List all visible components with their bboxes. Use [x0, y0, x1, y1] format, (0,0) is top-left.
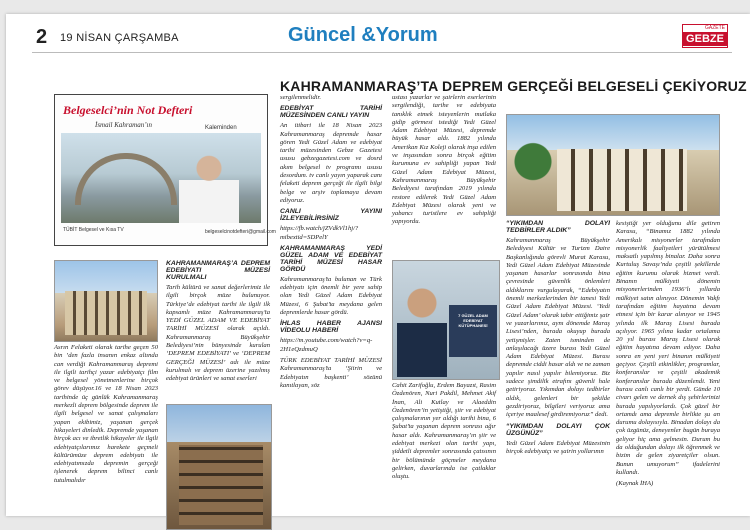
text-column-5: [392, 382, 496, 514]
paragraph: Yedi Güzel Adam Edebiyat Müzesinin birçok edebiyatçı ve şairin yollarının: [506, 439, 610, 455]
banner-title: Belgeselci’nin Not Defteri: [63, 103, 193, 117]
text-column-2: [166, 260, 270, 400]
paragraph: kesiştiği yer olduğunu dile getiren Karasu, “Binamız 1882 yılında Amerikalı misyonerler tarafından misyonerlik faaliyetleri yürütülmesi maksatlı yapılmış binalar. Daha sonra Kurtuluş Savaşı’nda çeşitli şekillerde eğitim kurumu olarak hizmet verdi. Binanın mülkiyeti dönemin misyonerlerinden 1936’lı yıllarda mülkiyet satın alınıyor. Dönemin Vakfı tarafından eğitim hayatına devam etmesi için bir karar alınıyor ve 1945 yılında ilk Maraş Lisesi burada açılıyor. 1965 yılına kadar ortalama 20 yıl burası Maraş Lisesi olarak eğitim hayatına devam ediyor. Daha sonra en yeni yeri binanın mülkiyeti geçiyor. Çeşitli etkinlikler, programlar, konferanslar ve çeşitli akademik konferanslar burada düzenlendi. Yeni burası canlı canlı bir yerdi. Günde 10 civarı gelen ve dernek dış şehirlerinizi burada yapılıyorlardı. Çok güzel bir ortamdı ama depremle birlikte şu an durumu dolayısıyla. Binadan dolayı da çok üzgünüz, deneyenler bugün buraya geliyor hiç ama gelmesin. Durum bu da olduğundan dolayı ilk öğrenmek ve bizim de gelen ziyaretçiler olsun. Bunun umuyorum” ifadelerini kullandı.: [616, 220, 720, 476]
paragraph: Kahramanmaraş’ta bulunan ve Türk edebiyatı için önemli bir yere sahip olan Yedi Güzel Adam Edebiyat Müzesi, 6 Şubat’ta meydana gelen depremlerde hasar gördü.: [280, 275, 382, 317]
banner-footer-email: belgeselcinotdefteri@gmail.com: [205, 229, 276, 235]
museum-sign: 7 GÜZEL ADAM EDEBİYAT KÜTÜPHANESİ: [449, 305, 497, 357]
paragraph: sergilenmelidir.: [280, 94, 321, 101]
link-text[interactable]: https://fb.watch/jZVdkVl1hj/?mibextid=SDPelY: [280, 225, 359, 241]
page-header: [6, 14, 750, 52]
subheading: İHLAS HABER AJANSI VİDEOLU HABERİ: [280, 320, 382, 335]
banner-subtitle: İsmail Kahraman’ın: [95, 121, 152, 129]
paragraph: An itibari ile 18 Nisan 2023 Kahramanmaraş depremde hasar gören Yedi Güzel Adam ve edebiyat tarihi müzesinden Gebze Gazetesi ususu gebzegazetesi.com ve dosrd akım belgesel tv programı ususu desordum. tv canlı yayın yaparak canı felaketi deprem gerçeği ile ilgili bilgi belge ve arşiv toplamaya devam ediyoruz.: [280, 122, 382, 204]
subheading: EDEBİYAT TARİHİ MÜZESİNDEN CANLI YAYIN: [280, 105, 382, 120]
subheading: “YIKIMDAN DOLAYI TEDBİRLER ALDIK”: [506, 220, 610, 234]
newspaper-logo: [682, 24, 728, 48]
paragraph: Tarih kültürü ve sanat değerlerimiz ile ilgili birçok müze bulunuyor. Türkiye’de edebiyat tarihi ile ilgili ilk kapsamlı müze Kahramanmaraş’ta YEDİ GÜZEL ADAM VE EDEBİYAT TARİHİ MÜZESİ olarak açıldı. Kahramanmaraş Büyükşehir Belediyesi’nin bünyesinde kurulan ‘DEPREM EDEBİYATI’ ve ‘DEPREM GERÇEĞİ MÜZESİ’ adı ile müze kurulmalı ve deprem üzerine yazılmış edebiyat ürünleri ve sanat eserleri: [166, 284, 270, 383]
newspaper-page: [6, 14, 750, 516]
subheading: KAHRAMANMARAŞ’A DEPREM EDEBİYATI MÜZESİ KURULMALI: [166, 260, 270, 281]
author-portrait: [179, 151, 239, 223]
subheading: CANLI YAYINI İZLEYEBİLİRSİNİZ: [280, 208, 382, 223]
text-column-1: [54, 344, 158, 514]
text-column-3: [280, 94, 382, 514]
subheading: KAHRAMANMARAŞ YEDİ GÜZEL ADAM VE EDEBİYAT TARİHİ MÜZESİ HASAR GÖRDÜ: [280, 244, 382, 273]
banner-right-text: Kaleminden: [205, 125, 237, 131]
museum-exterior-photo: [506, 114, 720, 216]
issue-date: 19 NİSAN ÇARŞAMBA: [60, 32, 179, 44]
article-headline: KAHRAMANMARAŞ’TA DEPREM GERÇEĞİ BELGESELİ ÇEKİYORUZ: [280, 78, 747, 94]
text-column-4: [392, 94, 496, 254]
page-number: 2: [36, 26, 48, 48]
section-title: Güncel &Yorum: [288, 24, 438, 46]
paragraph: TÜRK EDEBİYAT TARİHİ MÜZESİ Kahramanmaraş’ta ‘Şiirin ve Edebiyatın başkenti’ sözünü kanıtlayan, söz: [280, 356, 382, 389]
damaged-building-photo: [166, 404, 272, 530]
column-banner: [54, 94, 276, 246]
logo-main-text: GEBZE: [683, 32, 727, 46]
paragraph: Kahramanmaraş Büyükşehir Belediyesi Kültür ve Turizm Daire Başkanlığında görevli Murat Karasu, Yedi Güzel Adam Edebiyat Müzesinde yaşanan hasarlar sonrasında bina çevresinde güvenlik önlemleri aldıklarını vurgulayarak, “Edebiyatın önemli merkezlerinden bir tanesi Yedi Güzel Adam Edebiyat Müzesi. ‘Yedi Güzel Adam’ olarak tabir ettiğimiz şair ve yazarlarımız, aynı dönemde Maraş Lisesi’nden, burada okuyup burada yetişmişler. Zaten isminden de anlaşılacağı üzere burası Yedi Güzel Adam Edebiyat Müzesi. Burası depremde ciddi hasar aldı ve ne zaman yapılır nasıl yapılır bilemiyoruz. Biz sadece şimdilik etrafını güvenli hale getiriyoruz. Yıkımdan dolayı tedbirler aldık, gelenleri bir şekilde gezdiriyoruz, bilgileri veriyoruz ama içeriye maalesef girdiremiyoruz” dedi.: [506, 237, 610, 419]
text-column-6: [506, 220, 610, 514]
paragraph: Cahit Zarifoğlu, Erdem Bayazıt, Rasim Özdenören, Nuri Pakdil, Mehmet Akif İnan, Ali Kutlay ve Alaeddin Özdenören’in yetiştiği, şiir ve edebiyat çalışmalarının yer aldığı tarihi bina, 6 Şubat’ta yaşanan deprem sonrası ağır hasar aldı. Kahramanmaraş’ın şiir ve edebiyat merkezi olan tarihi yapı, şiddetli depremler sonrasında çatısının bir bölümünde göçmeler meydana gelirken, duvarlarında ise çatlaklar oluştu.: [392, 382, 496, 481]
subheading: “YIKIMDAN DOLAYI ÇOK ÜZGÜNÜZ”: [506, 422, 610, 437]
source-credit: (Kaynak İHA): [616, 480, 654, 488]
museum-building-photo: [54, 260, 158, 342]
header-divider: [32, 52, 732, 53]
banner-footer-left: TÜBİT Belgesel ve Kısa TV: [63, 227, 124, 233]
logo-top-text: GAZETE: [704, 25, 725, 31]
paragraph: Asrın Felaketi olarak tarihe geçen 50 bin ’den fazla insanın enkaz altında can verdiği Kahramanmaraş depremi ile ilgili tarihçi yazar edebiyatçı film ve belgesel yönetmenlerine birçok görev düşüyor.16 ve 18 Nisan 2023 tarihinde üç günlük Kahramanmaraş merkezli deprem bölgesinde deprem ile ilgili belgesel ve sanat çalışmaları yapan ekibimiz, yaşanan gerçek hikayeleri dinledik. Depremde yaşanan birçok acı ve ibretlik hikayeler ile ilgili edebiyatçılarımız harekete geçmeli kültürümüze deprem edebiyatı ile edebiyatımızda depremin gerçeği işlenerek deprem bilinci canlı tutulmalıdır: [54, 344, 158, 484]
text-column-7: [616, 220, 720, 514]
link-text[interactable]: https://m.youtube.com/watch?v=q-2H1eQzdmuQ: [280, 337, 373, 353]
interview-photo: [392, 260, 500, 380]
paragraph: ustası yazarlar ve şairlerin eserlerinin sergilendiği, tarihe ve edebiyata tanıklık etmek isteyenlerin mutlaka gidip görmesi istediği Yedi Güzel Adam Edebiyat Müzesi, depremde büyük hasar aldı. 1882 yılında Amerikan Kız Koleji olarak inşa edilen ve inşasından sonra birçok eğitim kurumuna ev sahipliği yapan Yedi Güzel Adam Edebiyat Müzesi, Kahramanmaraş Büyükşehir Belediyesi tarafından 2019 yılında restore edilerek Yedi Güzel Adam Edebiyat Müzesi olarak yeni ve yabancı turistlere ev sahipliği yapıyordu.: [392, 94, 496, 226]
